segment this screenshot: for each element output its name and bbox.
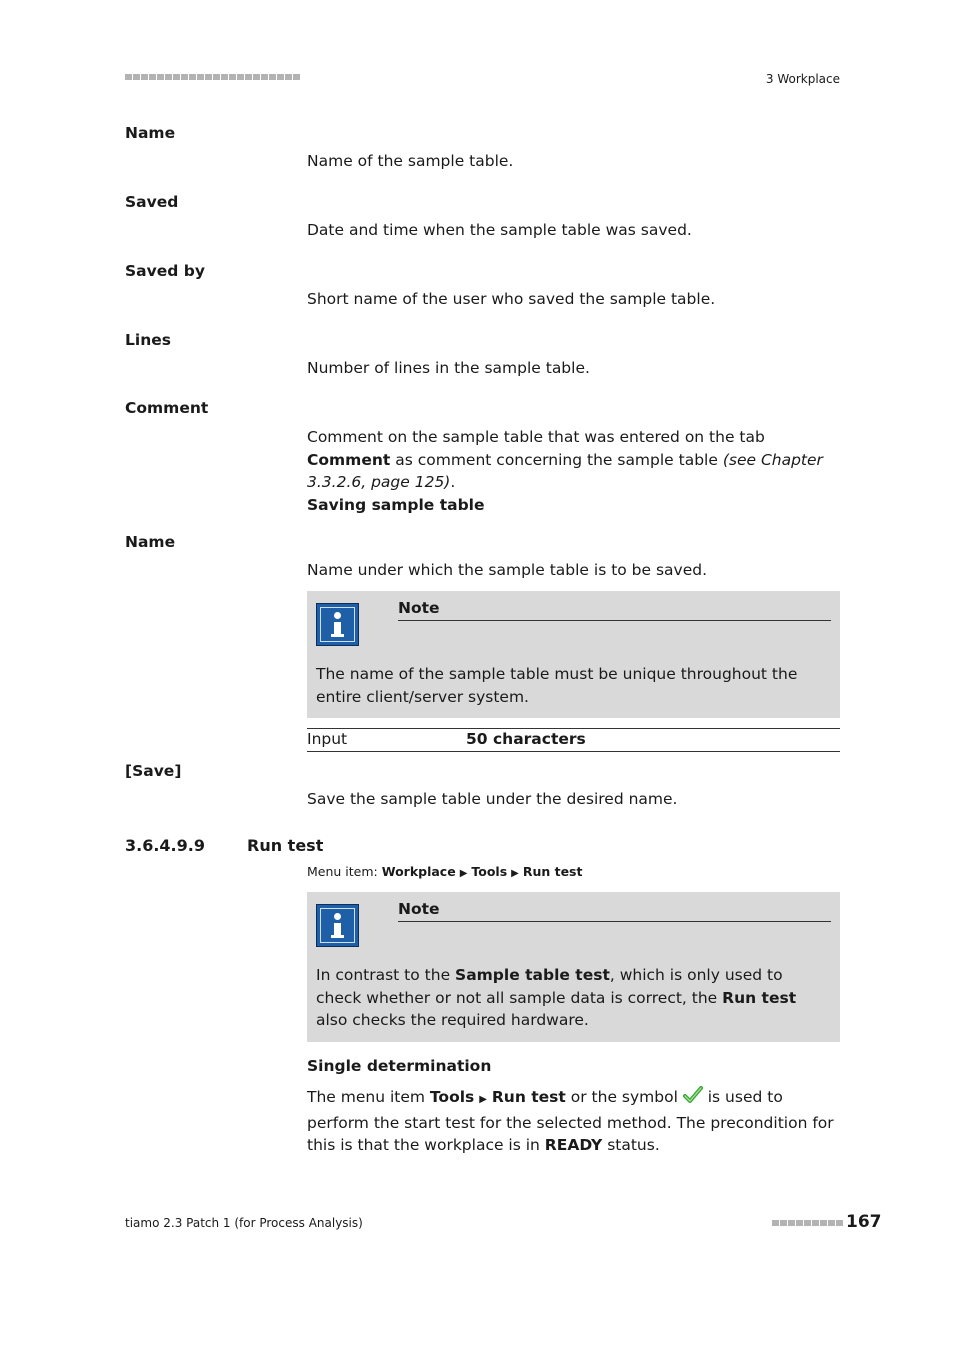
input-value: 50 characters [466,730,586,748]
menu-path-tools: Tools [471,864,508,879]
note-title: Note [398,599,831,621]
note-title: Note [398,900,831,922]
menu-path-workplace: Workplace [381,864,456,879]
triangle-right-icon: ▶ [511,868,519,879]
saving-heading: Saving sample table [307,496,485,514]
section-title: Run test [247,836,324,855]
menu-path: Menu item: Workplace ▶ Tools ▶ Run test [307,864,583,879]
desc-saved-by: Short name of the user who saved the sample table. [307,290,716,308]
term-save-button: [Save] [125,762,182,780]
term-lines: Lines [125,331,171,349]
desc-lines: Number of lines in the sample table. [307,359,590,377]
menu-path-run-test: Run test [522,864,583,879]
footer-product: tiamo 2.3 Patch 1 (for Process Analysis) [125,1216,363,1230]
desc-saved: Date and time when the sample table was saved. [307,221,692,239]
triangle-right-icon: ▶ [459,868,468,879]
input-label: Input [307,730,348,748]
single-determination-heading: Single determination [307,1057,492,1075]
checkmark-icon [683,1085,703,1105]
header-decoration [125,74,300,80]
info-icon [316,603,359,646]
single-determination-text: The menu item Tools ▶ Run test or the symbol is used to perform the start test for the selected method. The precondition for this is that the workplace is in READY status. [307,1085,840,1157]
term-save-name: Name [125,533,176,551]
section-number: 3.6.4.9.9 [125,836,205,855]
header-chapter: 3 Workplace [765,72,840,86]
input-spec-row [307,728,840,752]
note-box-unique-name [307,591,840,718]
desc-comment: Comment on the sample table that was entered on the tab Comment as comment concerning the sample table (see Chapter 3.3.2.6, page 125). [307,428,823,491]
term-name: Name [125,124,176,142]
note-box-run-test [307,892,840,1042]
term-saved: Saved [125,193,179,211]
desc-name: Name of the sample table. [307,152,514,170]
desc-save-button: Save the sample table under the desired name. [307,790,678,808]
footer-decoration [772,1220,843,1226]
chapter-reference[interactable]: (see Chapter 3.3.2.6, page 125) [307,450,823,491]
desc-save-name: Name under which the sample table is to be saved. [307,561,708,579]
note-text: The name of the sample table must be unique throughout the entire client/server system. [316,665,798,706]
note-text: In contrast to the Sample table test, which is only used to check whether or not all sample data is correct, the Run test also checks the required hardware. [316,966,797,1029]
term-saved-by: Saved by [125,262,205,280]
triangle-right-icon: ▶ [479,1094,487,1105]
term-comment: Comment [125,399,209,417]
page-number: 167 [846,1212,882,1232]
info-icon [316,904,359,947]
